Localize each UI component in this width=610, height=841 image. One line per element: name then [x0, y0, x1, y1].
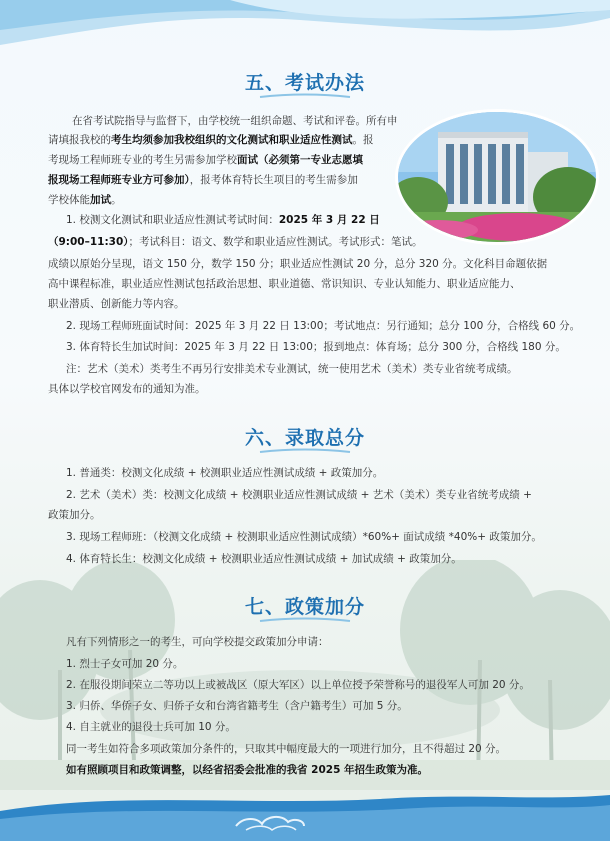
cloud-ornament-icon — [232, 812, 308, 834]
bold-text-run: 加试 — [90, 194, 111, 206]
section-6-item-1: 1. 普通类：校测文化成绩 + 校测职业适应性测试成绩 + 政策加分。 — [66, 467, 384, 479]
title-underline — [255, 447, 355, 455]
intro-line — [72, 113, 398, 129]
section-7-final-note: 如有照顾项目和政策调整，以经省招委会批准的我省 2025 年招生政策为准。 — [66, 764, 429, 776]
text-run: 1. 校测文化测试和职业适应性测试考试时间： — [66, 214, 279, 226]
item-line — [48, 234, 423, 250]
intro-line — [48, 152, 363, 168]
text-run: ；考试科目：语文、数学和职业适应性测试。考试形式：笔试。 — [128, 236, 423, 248]
intro-line — [48, 192, 122, 208]
text-run: 学校体能 — [48, 194, 90, 206]
item-line — [66, 212, 380, 228]
bold-text-run: 考生均须参加我校组织的文化测试和职业适应性测试 — [111, 134, 353, 146]
section-6-item-2: 2. 艺术（美术）类：校测文化成绩 + 校测职业适应性测试成绩 + 艺术（美术）类专业省统考成绩 + — [66, 489, 532, 501]
top-wave-decoration — [0, 0, 610, 70]
text-run: 请填报我校的 — [48, 134, 111, 146]
section-6-title: 六、录取总分 — [244, 427, 365, 449]
section-7-item-4: 4. 自主就业的退役士兵可加 10 分。 — [66, 721, 236, 733]
section-5-item-2: 2. 现场工程师班面试时间：2025 年 3 月 22 日 13:00；考试地点：另行通知；总分 100 分，合格线 60 分。 — [66, 320, 581, 332]
text-run: 高中课程标准，职业适应性测试包括政治思想、职业道德、常识知识、专业认知能力、职业适应能力、 — [48, 278, 521, 290]
bold-text-run: 2025 年 3 月 22 日 — [278, 214, 380, 226]
section-7-item-1: 1. 烈士子女可加 20 分。 — [66, 658, 184, 670]
bold-text-run: 面试（必须第一专业志愿填 — [237, 154, 363, 166]
section-5-title: 五、考试办法 — [244, 72, 365, 94]
text-run: ，报考体育特长生项目的考生需参加 — [189, 174, 358, 186]
section-5-note-2: 具体以学校官网发布的通知为准。 — [48, 383, 206, 395]
section-7-item-2: 2. 在服役期间荣立二等功以上或被战区（原大军区）以上单位授予荣誉称号的退役军人可加 20 分。 — [66, 679, 530, 691]
section-7-title: 七、政策加分 — [244, 596, 365, 618]
title-underline — [255, 92, 355, 100]
item-line — [48, 296, 185, 312]
text-run: 。 — [111, 194, 122, 206]
text-run: 考现场工程师班专业的考生另需参加学校 — [48, 154, 237, 166]
section-7-rule: 同一考生如符合多项政策加分条件的，只取其中幅度最大的一项进行加分，且不得超过 20 分。 — [66, 743, 507, 755]
campus-building-photo — [398, 112, 596, 242]
section-6-item-4: 4. 体育特长生：校测文化成绩 + 校测职业适应性测试成绩 + 加试成绩 + 政策加分。 — [66, 553, 462, 565]
text-run: 在省考试院指导与监督下，由学校统一组织命题、考试和评卷。所有申 — [72, 115, 398, 127]
title-underline — [255, 616, 355, 624]
text-run: 职业潜质、创新能力等内容。 — [48, 298, 185, 310]
section-6-item-3: 3. 现场工程师班：（校测文化成绩 + 校测职业适应性测试成绩）*60%+ 面试成绩 *40%+ 政策加分。 — [66, 531, 542, 543]
section-6-item-2-cont: 政策加分。 — [48, 509, 101, 521]
text-run: 。报 — [352, 134, 374, 146]
bold-text-run: （9:00–11:30） — [48, 236, 129, 248]
intro-line — [48, 132, 374, 148]
section-5-item-3: 3. 体育特长生加试时间：2025 年 3 月 22 日 13:00；报到地点：体育场；总分 300 分，合格线 180 分。 — [66, 341, 566, 353]
section-7-item-3: 3. 归侨、华侨子女、归侨子女和台湾省籍考生（含户籍考生）可加 5 分。 — [66, 700, 408, 712]
section-5-note: 注：艺术（美术）类考生不再另行安排美术专业测试，统一使用艺术（美术）类专业省统考成绩。 — [66, 363, 518, 375]
bold-text-run: 报现场工程师班专业方可参加） — [48, 174, 190, 186]
item-line — [48, 276, 521, 292]
text-run: 成绩以原始分呈现，语文 150 分，数学 150 分；职业适应性测试 20 分，总分 320 分。文化科目命题依据 — [48, 258, 548, 270]
intro-line — [48, 172, 358, 188]
section-7-intro: 凡有下列情形之一的考生，可向学校提交政策加分申请： — [66, 636, 329, 648]
item-line — [48, 256, 547, 272]
